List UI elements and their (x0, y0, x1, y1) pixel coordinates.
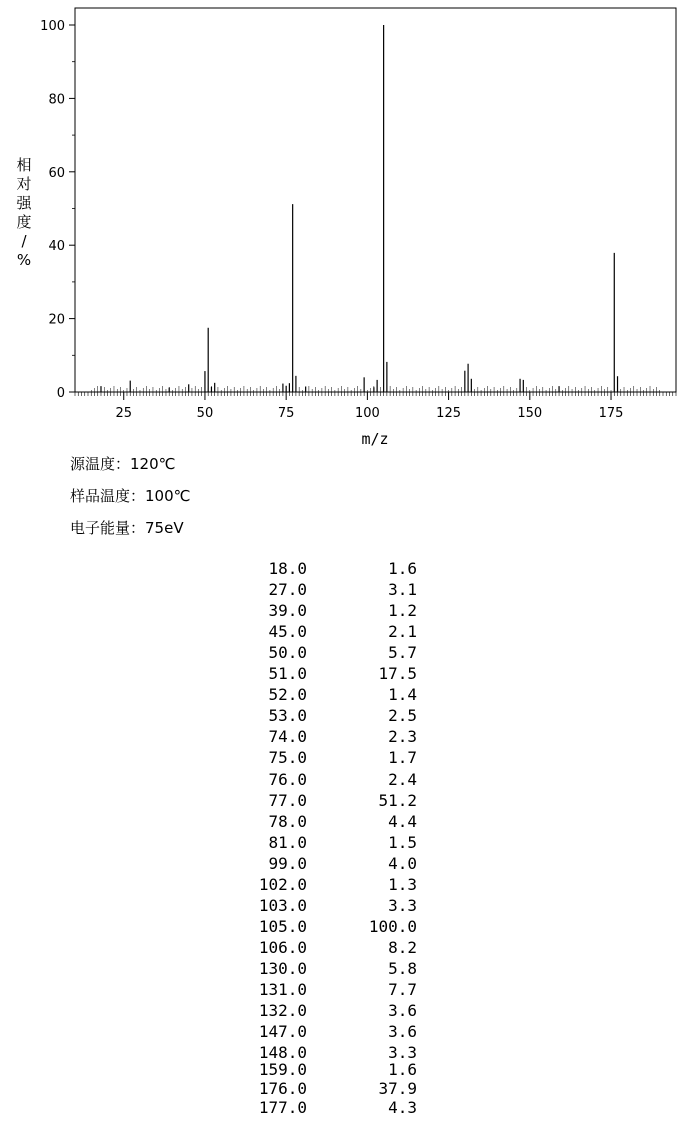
plot-frame (75, 8, 676, 392)
y-axis-title-char: 对 (16, 175, 32, 193)
table-cell-mz: 106.0 (258, 937, 307, 957)
mass-spectrum-chart (0, 0, 680, 452)
sample-temperature: 样品温度：100℃ (70, 487, 191, 505)
y-axis-title (16, 156, 32, 269)
table-cell-intensity: 4.0 (388, 853, 417, 873)
table-cell-intensity: 8.2 (388, 937, 417, 957)
spectrum-peaks (101, 25, 618, 392)
table-cell-mz: 147.0 (258, 1022, 307, 1042)
y-tick-label: 20 (48, 312, 65, 328)
table-cell-mz: 148.0 (258, 1043, 307, 1063)
table-cell-mz: 176.0 (258, 1079, 307, 1099)
table-cell-mz: 45.0 (268, 622, 307, 642)
table-cell-mz: 77.0 (268, 790, 307, 810)
table-cell-mz: 132.0 (258, 1001, 307, 1021)
x-tick-label: 50 (196, 406, 214, 421)
x-minor-ticks (75, 392, 676, 396)
x-tick-label: 150 (517, 406, 543, 421)
y-axis-ticks (40, 19, 75, 401)
y-tick-label: 0 (56, 386, 65, 401)
y-tick-label: 40 (48, 239, 65, 255)
table-cell-intensity: 3.6 (388, 1022, 417, 1042)
table-cell-mz: 39.0 (268, 601, 307, 621)
x-tick-label: 25 (115, 406, 133, 421)
y-axis-title-char: / (21, 232, 27, 250)
table-cell-intensity: 1.2 (388, 601, 417, 621)
table-cell-mz: 51.0 (268, 664, 307, 684)
table-cell-intensity: 4.4 (388, 811, 417, 831)
table-cell-mz: 130.0 (258, 958, 307, 978)
table-cell-intensity: 17.5 (378, 664, 417, 684)
table-cell-mz: 27.0 (268, 580, 307, 600)
y-tick-label: 80 (48, 92, 65, 108)
table-cell-intensity: 2.3 (388, 727, 417, 747)
table-cell-mz: 53.0 (268, 706, 307, 726)
y-axis-title-char: 度 (16, 213, 32, 231)
table-cell-intensity: 2.4 (388, 769, 417, 789)
x-tick-label: 100 (354, 406, 380, 421)
table-cell-mz: 99.0 (268, 853, 307, 873)
table-cell-intensity: 3.3 (388, 1043, 417, 1063)
table-cell-intensity: 4.3 (388, 1098, 417, 1118)
x-tick-label: 125 (436, 406, 462, 421)
table-cell-intensity: 7.7 (388, 980, 417, 999)
table-cell-intensity: 1.5 (388, 832, 417, 852)
table-cell-mz: 131.0 (258, 980, 307, 999)
y-axis-title-char: 强 (16, 194, 32, 212)
table-cell-mz: 105.0 (258, 916, 307, 936)
table-cell-mz: 75.0 (268, 748, 307, 768)
source-temperature: 源温度：120℃ (70, 455, 176, 473)
table-cell-intensity: 3.1 (388, 580, 417, 600)
x-tick-label: 75 (277, 406, 295, 421)
y-tick-label: 60 (48, 165, 65, 181)
y-axis-title-char: % (16, 251, 32, 269)
table-cell-intensity: 3.3 (388, 895, 417, 915)
table-cell-intensity: 5.8 (388, 958, 417, 978)
table-cell-mz: 78.0 (268, 811, 307, 831)
baseline-noise (91, 386, 660, 392)
table-cell-intensity: 1.6 (388, 559, 417, 578)
table-cell-intensity: 51.2 (378, 790, 417, 810)
table-cell-intensity: 1.6 (388, 1060, 417, 1080)
table-cell-mz: 74.0 (268, 727, 307, 747)
table-cell-intensity: 2.1 (388, 622, 417, 642)
x-tick-label: 175 (598, 406, 624, 421)
x-axis-ticks (115, 392, 623, 421)
y-axis-title-char: 相 (16, 156, 32, 174)
table-cell-mz: 102.0 (258, 874, 307, 894)
electron-energy: 电子能量：75eV (70, 519, 184, 537)
table-cell-mz: 159.0 (258, 1060, 307, 1080)
experiment-conditions (70, 452, 190, 548)
table-cell-intensity: 2.5 (388, 706, 417, 726)
table-cell-mz: 76.0 (268, 769, 307, 789)
table-cell-intensity: 1.3 (388, 874, 417, 894)
table-cell-mz: 50.0 (268, 643, 307, 663)
table-cell-mz: 18.0 (268, 559, 307, 578)
table-cell-mz: 52.0 (268, 685, 307, 705)
table-cell-intensity: 1.7 (388, 748, 417, 768)
table-cell-intensity: 1.4 (388, 685, 417, 705)
table-cell-intensity: 37.9 (378, 1079, 417, 1099)
table-cell-intensity: 3.6 (388, 1001, 417, 1021)
x-axis-title: m/z (361, 430, 389, 448)
table-cell-mz: 81.0 (268, 832, 307, 852)
table-cell-mz: 177.0 (258, 1098, 307, 1118)
table-cell-mz: 103.0 (258, 895, 307, 915)
y-tick-label: 100 (40, 19, 65, 34)
table-cell-intensity: 100.0 (368, 916, 417, 936)
table-cell-intensity: 5.7 (388, 643, 417, 663)
